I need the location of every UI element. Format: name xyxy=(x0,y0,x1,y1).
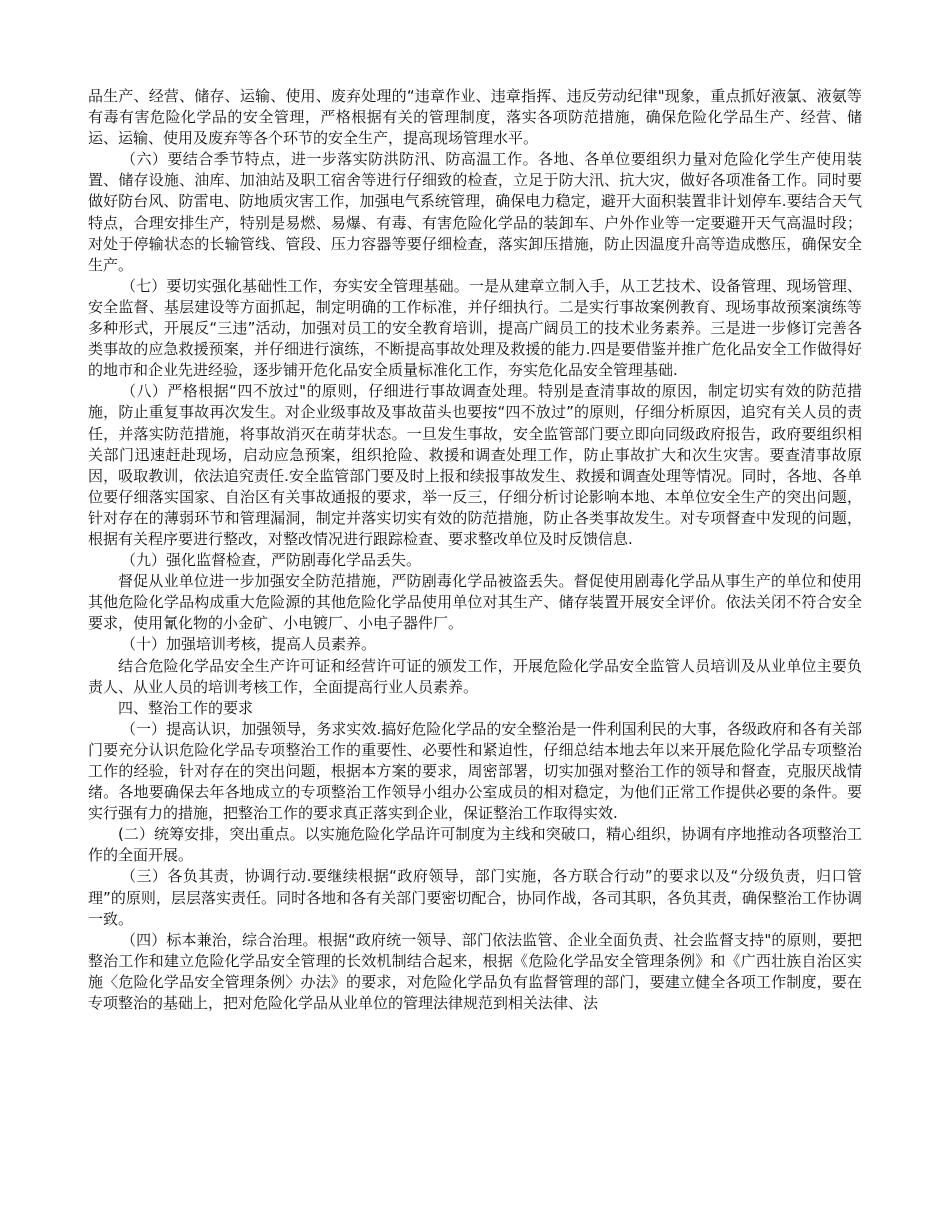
requirement-4: （四）标本兼治，综合治理。根据“政府统一领导、部门依法监管、企业全面负责、社会监督支持"的原则，要把整治工作和建立危险化学品安全管理的长效机制结合起来，根据《危险化学品安全管理条例》和《广西壮族自治区实施〈危险化学品安全管理条例〉办法》的要求，对危险化学品负有监督管理的部门，要建立健全各项工作制度，要在专项整治的基础上，把对危险化学品从业单位的管理法律规范到相关法律、法 xyxy=(88,930,862,1013)
requirement-2: (二）统筹安排，突出重点。以实施危险化学品许可制度为主线和突破口，精心组织，协调有序地推动各项整治工作的全面开展。 xyxy=(88,825,862,865)
paragraph-10-body: 结合危险化学品安全生产许可证和经营许可证的颁发工作，开展危险化学品安全监管人员培训及从业单位主要负责人、从业人员的培训考核工作，全面提高行业人员素养。 xyxy=(88,656,862,696)
paragraph-1: 品生产、经营、储存、运输、使用、废弃处理的“违章作业、违章指挥、违反劳动纪律"现象，重点抓好液氯、液氨等有毒有害危险化学品的安全管理，严格根据有关的管理制度，落实各项防范措施，确保危险化学品生产、经营、储运、运输、使用及废弃等各个环节的安全生产，提高现场管理水平。 xyxy=(88,87,862,148)
requirement-3: （三）各负其责，协调行动.要继续根据“政府领导，部门实施，各方联合行动”的要求以及“分级负责，归口管理”的原则，层层落实责任。同时各地和各有关部门要密切配合，协同作战，各司其职，各负其责，确保整治工作协调一致。 xyxy=(88,867,862,928)
paragraph-6-seasonal-safety: （六）要结合季节特点，进一步落实防洪防汛、防高温工作。各地、各单位要组织力量对危险化学生产使用装置、储存设施、油库、加油站及职工宿舍等进行仔细致的检查，立足于防大汛、抗大灾，做好各项准备工作。同时要做好防台风、防雷电、防地质灾害工作，加强电气系统管理，确保电力稳定，避开大面积装置非计划停车.要结合天气特点，合理安排生产，特别是易燃、易爆、有毒、有害危险化学品的装卸车、户外作业等一定要避开天气高温时段；对处于停输状态的长输管线、管段、压力容器等要仔细检查，落实卸压措施，防止因温度升高等造成憋压，确保安全生产。 xyxy=(88,150,862,274)
paragraph-8-accident-handling: （八）严格根据“四不放过"的原则，仔细进行事故调查处理。特别是查清事故的原因，制定切实有效的防范措施，防止重复事故再次发生。对企业级事故及事故苗头也要按“四不放过”的原则，仔细分析原因，追究有关人员的责任，并落实防范措施，将事故消灭在萌芽状态。一旦发生事故，安全监管部门要立即向同级政府报告，政府要组织相关部门迅速赶赴现场，启动应急预案，组织抢险、救援和调查处理工作，防止事故扩大和次生灾害。要查清事故原因，吸取教训，依法追究责任.安全监管部门要及时上报和续报事故发生、救援和调查处理等情况。同时，各地、各单位要仔细落实国家、自治区有关事故通报的要求，举一反三，仔细分析讨论影响本地、本单位安全生产的突出问题，针对存在的薄弱环节和管理漏洞，制定并落实切实有效的防范措施，防止各类事故发生。对专项督查中发现的问题，根据有关程序要进行整改，对整改情况进行跟踪检查、要求整改单位及时反馈信息. xyxy=(88,382,862,548)
section-4-heading: 四、整治工作的要求 xyxy=(118,698,254,717)
paragraph-9-body: 督促从业单位进一步加强安全防范措施，严防剧毒化学品被盗丢失。督促使用剧毒化学品从事生产的单位和使用其他危险化学品构成重大危险源的其他危险化学品使用单位对其生产、储存装置开展安全评价。依法关闭不符合安全要求，使用氰化物的小金矿、小电镀厂、小电子器件厂。 xyxy=(88,572,862,633)
paragraph-9-heading: （九）强化监督检查，严防剧毒化学品丢失。 xyxy=(121,551,422,570)
paragraph-7-basic-work: （七）要切实强化基础性工作，夯实安全管理基础。一是从建章立制入手，从工艺技术、设备管理、现场管理、安全监督、基层建设等方面抓起，制定明确的工作标准，并仔细执行。二是实行事故案例教育、现场事故预案演练等多种形式，开展反“三违”活动，加强对员工的安全教育培训，提高广阔员工的技术业务素养。三是进一步修订完善各类事故的应急救援预案，并仔细进行演练，不断提高事故处理及救援的能力.四是要借鉴并推广危化品安全工作做得好的地市和企业先进经验，逐步铺开危化品安全质量标准化工作，夯实危化品安全管理基础. xyxy=(88,276,862,380)
requirement-1: （一）提高认识，加强领导，务求实效.搞好危险化学品的安全整治是一件利国利民的大事，各级政府和各有关部门要充分认识危险化学品专项整治工作的重要性、必要性和紧迫性，仔细总结本地去年以来开展危险化学品专项整治工作的经验，针对存在的突出问题，根据本方案的要求，周密部署，切实加强对整治工作的领导和督查，克服厌战情绪。各地要确保去年各地成立的专项整治工作领导小组办公室成员的相对稳定，为他们正常工作提供必要的条件。要实行强有力的措施，把整治工作的要求真正落实到企业，保证整治工作取得实效. xyxy=(88,719,862,823)
paragraph-10-heading: （十）加强培训考核，提高人员素养。 xyxy=(121,635,377,654)
